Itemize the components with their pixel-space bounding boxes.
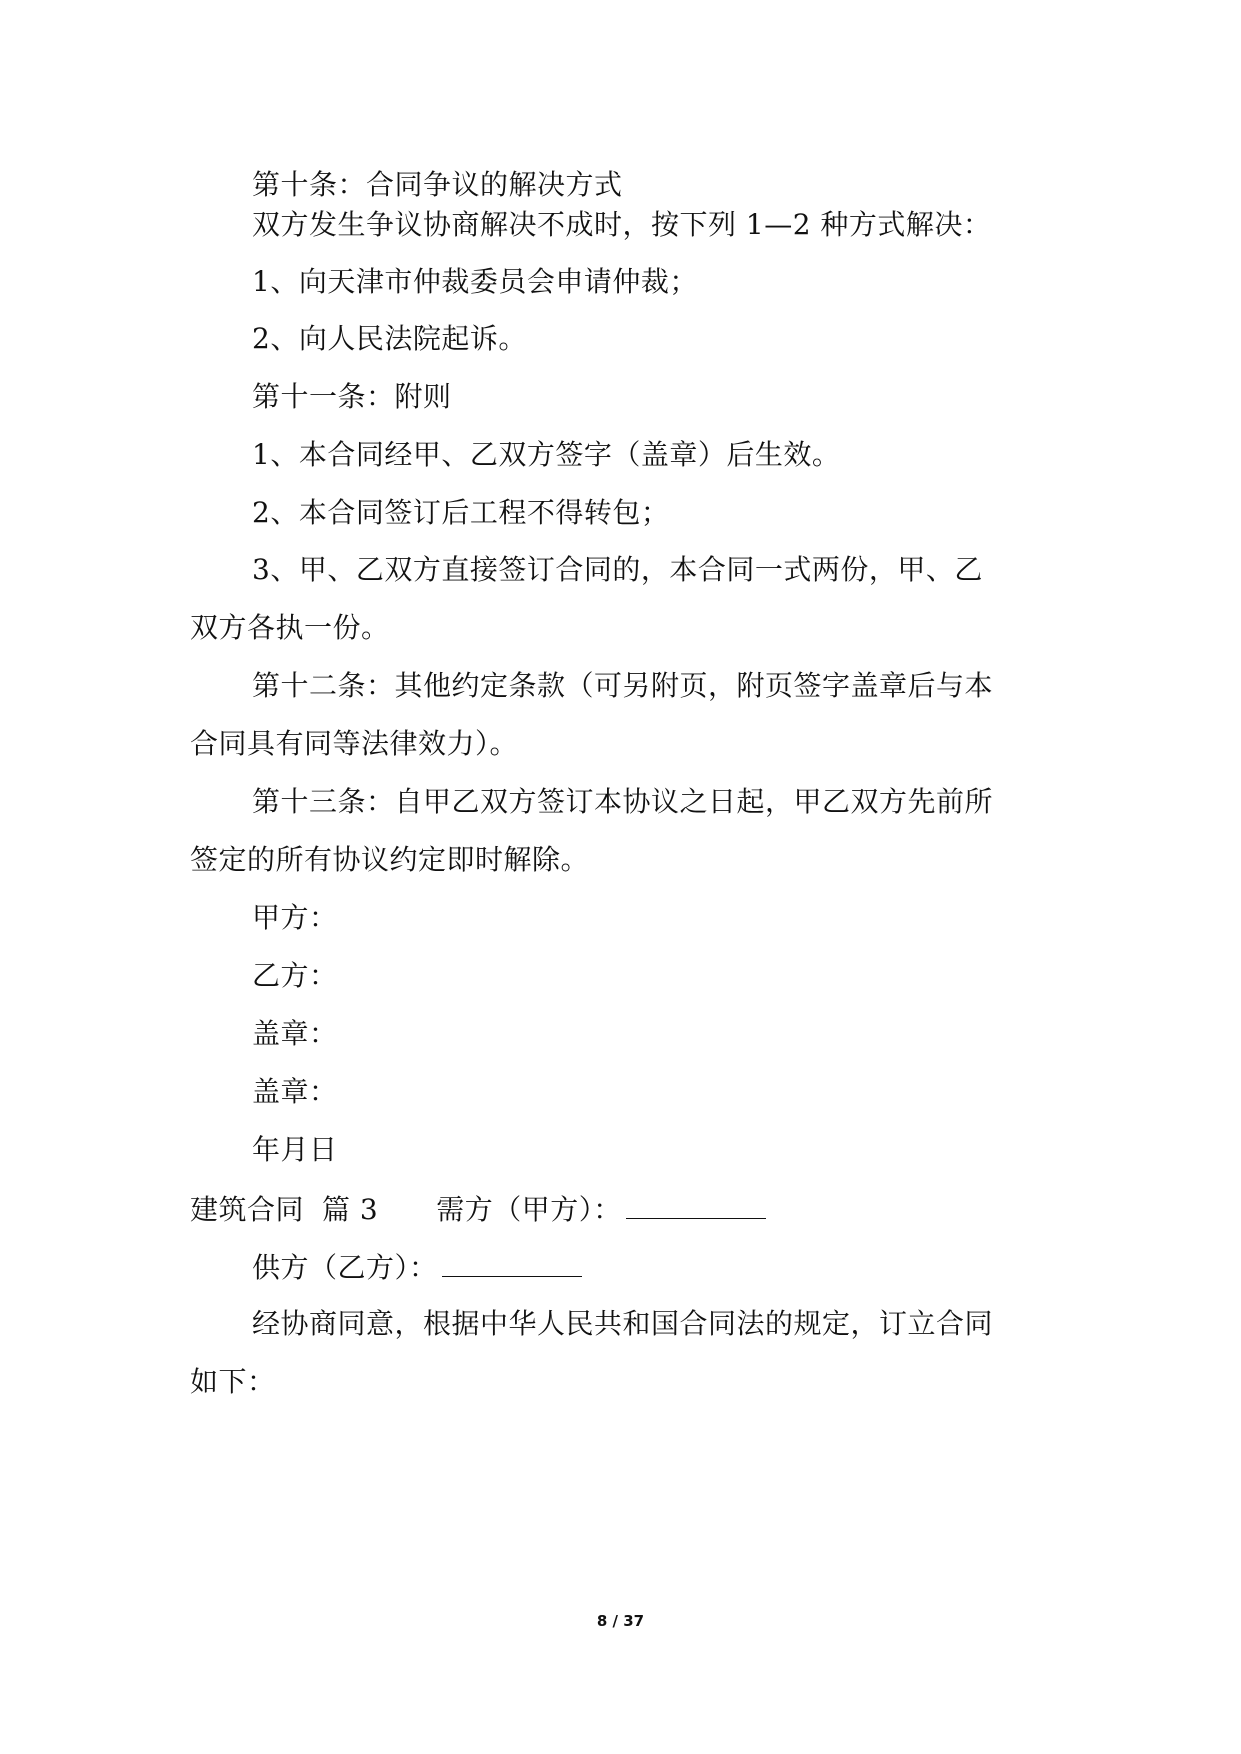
supplier-blank <box>442 1246 582 1277</box>
list-item-arbitration: 1、向天津市仲裁委员会申请仲裁； <box>252 265 698 298</box>
party-b-label: 乙方： <box>252 959 338 992</box>
article-13-line2: 签定的所有协议约定即时解除。 <box>190 843 590 876</box>
list-item-copies-line2: 双方各执一份。 <box>190 611 390 644</box>
article-11-heading: 第十一条：附则 <box>252 380 452 413</box>
list-item-court: 2、向人民法院起诉。 <box>252 322 527 355</box>
page-number: 8 / 37 <box>596 1612 645 1630</box>
supplier-label: 供方（乙方）： <box>252 1251 438 1284</box>
buyer-blank <box>626 1188 766 1219</box>
seal-label-1: 盖章： <box>252 1017 338 1050</box>
list-item-copies-line1: 3、甲、乙双方直接签订合同的，本合同一式两份，甲、乙 <box>252 553 983 586</box>
list-item-no-subcontract: 2、本合同签订后工程不得转包； <box>252 496 670 529</box>
list-item-effective: 1、本合同经甲、乙双方签字（盖章）后生效。 <box>252 438 841 471</box>
section3-number: 篇 3 <box>322 1193 379 1226</box>
party-a-label: 甲方： <box>252 901 338 934</box>
article-10-heading: 第十条：合同争议的解决方式 <box>252 168 623 201</box>
paragraph-dispute-resolution: 双方发生争议协商解决不成时，按下列 1—2 种方式解决： <box>252 208 992 241</box>
section3-header-line <box>190 1188 766 1230</box>
seal-label-2: 盖章： <box>252 1075 338 1108</box>
supplier-line <box>252 1246 582 1288</box>
article-12-line1: 第十二条：其他约定条款（可另附页，附页签字盖章后与本 <box>252 669 994 702</box>
intro-line2: 如下： <box>190 1365 276 1398</box>
date-label: 年月日 <box>252 1133 338 1166</box>
buyer-label: 需方（甲方）： <box>436 1193 622 1226</box>
article-13-line1: 第十三条：自甲乙双方签订本协议之日起，甲乙双方先前所 <box>252 785 994 818</box>
intro-line1: 经协商同意，根据中华人民共和国合同法的规定，订立合同 <box>252 1307 994 1340</box>
section3-title: 建筑合同 <box>190 1193 305 1226</box>
article-12-line2: 合同具有同等法律效力）。 <box>190 727 519 760</box>
